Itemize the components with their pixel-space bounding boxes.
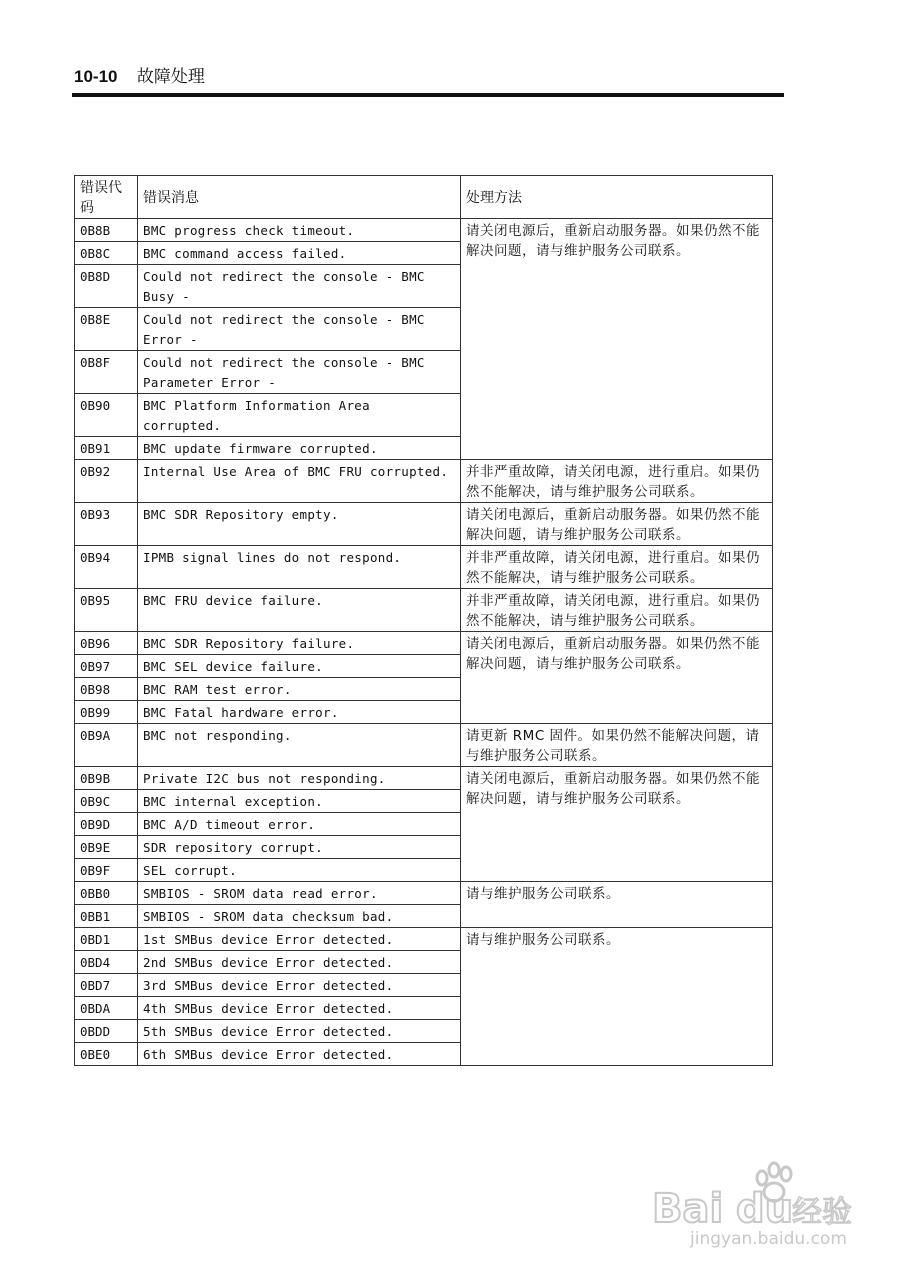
error-message-cell: BMC FRU device failure. [138,589,461,632]
error-code-cell: 0BB1 [75,905,138,928]
table-header-row [75,176,773,219]
error-code-cell: 0B98 [75,678,138,701]
error-code-cell: 0B8F [75,351,138,394]
error-message-cell: 6th SMBus device Error detected. [138,1043,461,1066]
fix-method-cell: 请关闭电源后，重新启动服务器。如果仍然不能解决问题，请与维护服务公司联系。 [461,503,773,546]
error-message-cell: 1st SMBus device Error detected. [138,928,461,951]
table-body [75,219,773,1066]
error-code-cell: 0B9C [75,790,138,813]
error-message-cell: 5th SMBus device Error detected. [138,1020,461,1043]
error-code-cell: 0B9A [75,724,138,767]
fix-method-cell: 请关闭电源后，重新启动服务器。如果仍然不能解决问题，请与维护服务公司联系。 [461,632,773,724]
error-code-cell: 0BD7 [75,974,138,997]
error-message-cell: BMC progress check timeout. [138,219,461,242]
fix-method-cell: 并非严重故障，请关闭电源，进行重启。如果仍然不能解决，请与维护服务公司联系。 [461,589,773,632]
error-message-cell: BMC command access failed. [138,242,461,265]
svg-text:du: du [736,1186,794,1232]
error-message-cell: BMC SDR Repository failure. [138,632,461,655]
error-code-cell: 0B96 [75,632,138,655]
error-code-cell: 0B8D [75,265,138,308]
error-message-cell: BMC not responding. [138,724,461,767]
error-message-cell: 3rd SMBus device Error detected. [138,974,461,997]
table-row [75,882,773,905]
error-message-cell: SEL corrupt. [138,859,461,882]
error-message-cell: 2nd SMBus device Error detected. [138,951,461,974]
table-row [75,767,773,790]
error-message-cell: Private I2C bus not responding. [138,767,461,790]
error-code-cell: 0B93 [75,503,138,546]
error-code-cell: 0B99 [75,701,138,724]
table-row [75,219,773,242]
error-code-cell: 0B91 [75,437,138,460]
error-code-cell: 0BDD [75,1020,138,1043]
baidu-jingyan-watermark [650,1140,860,1250]
table-row [75,928,773,951]
error-message-cell: Could not redirect the console - BMC Parameter Error - [138,351,461,394]
error-message-cell: 4th SMBus device Error detected. [138,997,461,1020]
table-row [75,724,773,767]
error-code-cell: 0B9F [75,859,138,882]
error-code-cell: 0B94 [75,546,138,589]
svg-text:Bai: Bai [652,1186,724,1232]
error-message-cell: BMC update firmware corrupted. [138,437,461,460]
table-row [75,589,773,632]
error-code-cell: 0B9B [75,767,138,790]
error-code-cell: 0B97 [75,655,138,678]
fix-method-cell: 请与维护服务公司联系。 [461,882,773,928]
error-code-cell: 0B90 [75,394,138,437]
table-row [75,632,773,655]
error-code-cell: 0B8B [75,219,138,242]
section-title: 故障处理 [136,67,205,87]
column-header-message: 错误消息 [138,176,461,219]
error-message-cell: SMBIOS - SROM data read error. [138,882,461,905]
fix-method-cell: 并非严重故障，请关闭电源，进行重启。如果仍然不能解决，请与维护服务公司联系。 [461,460,773,503]
error-code-cell: 0BD1 [75,928,138,951]
baidu-logo-icon [650,1140,860,1250]
error-message-cell: BMC RAM test error. [138,678,461,701]
svg-text:经验: 经验 [792,1195,852,1230]
error-code-cell: 0BE0 [75,1043,138,1066]
header-rule [72,93,784,97]
fix-method-cell: 并非严重故障，请关闭电源，进行重启。如果仍然不能解决，请与维护服务公司联系。 [461,546,773,589]
column-header-code: 错误代码 [75,176,138,219]
error-code-cell: 0BDA [75,997,138,1020]
column-header-fix: 处理方法 [461,176,773,219]
error-code-table [74,175,773,1066]
error-message-cell: BMC SDR Repository empty. [138,503,461,546]
page-header [74,62,205,87]
error-code-cell: 0B8E [75,308,138,351]
fix-method-cell: 请关闭电源后，重新启动服务器。如果仍然不能解决问题，请与维护服务公司联系。 [461,219,773,460]
error-message-cell: BMC Fatal hardware error. [138,701,461,724]
table-row [75,460,773,503]
error-code-cell: 0B8C [75,242,138,265]
fix-method-cell: 请关闭电源后，重新启动服务器。如果仍然不能解决问题，请与维护服务公司联系。 [461,767,773,882]
error-message-cell: Could not redirect the console - BMC Error - [138,308,461,351]
table-row [75,546,773,589]
error-code-cell: 0BD4 [75,951,138,974]
error-message-cell: Could not redirect the console - BMC Busy - [138,265,461,308]
error-message-cell: SMBIOS - SROM data checksum bad. [138,905,461,928]
error-message-cell: BMC internal exception. [138,790,461,813]
page-number: 10-10 [74,67,118,86]
error-code-cell: 0BB0 [75,882,138,905]
error-code-cell: 0B95 [75,589,138,632]
error-message-cell: Internal Use Area of BMC FRU corrupted. [138,460,461,503]
fix-method-cell: 请更新 RMC 固件。如果仍然不能解决问题，请与维护服务公司联系。 [461,724,773,767]
error-message-cell: BMC Platform Information Area corrupted. [138,394,461,437]
error-code-cell: 0B92 [75,460,138,503]
fix-method-cell: 请与维护服务公司联系。 [461,928,773,1066]
error-code-cell: 0B9D [75,813,138,836]
error-message-cell: SDR repository corrupt. [138,836,461,859]
error-message-cell: BMC SEL device failure. [138,655,461,678]
table-row [75,503,773,546]
svg-text:jingyan.baidu.com: jingyan.baidu.com [690,1229,847,1249]
error-message-cell: BMC A/D timeout error. [138,813,461,836]
error-code-cell: 0B9E [75,836,138,859]
error-message-cell: IPMB signal lines do not respond. [138,546,461,589]
